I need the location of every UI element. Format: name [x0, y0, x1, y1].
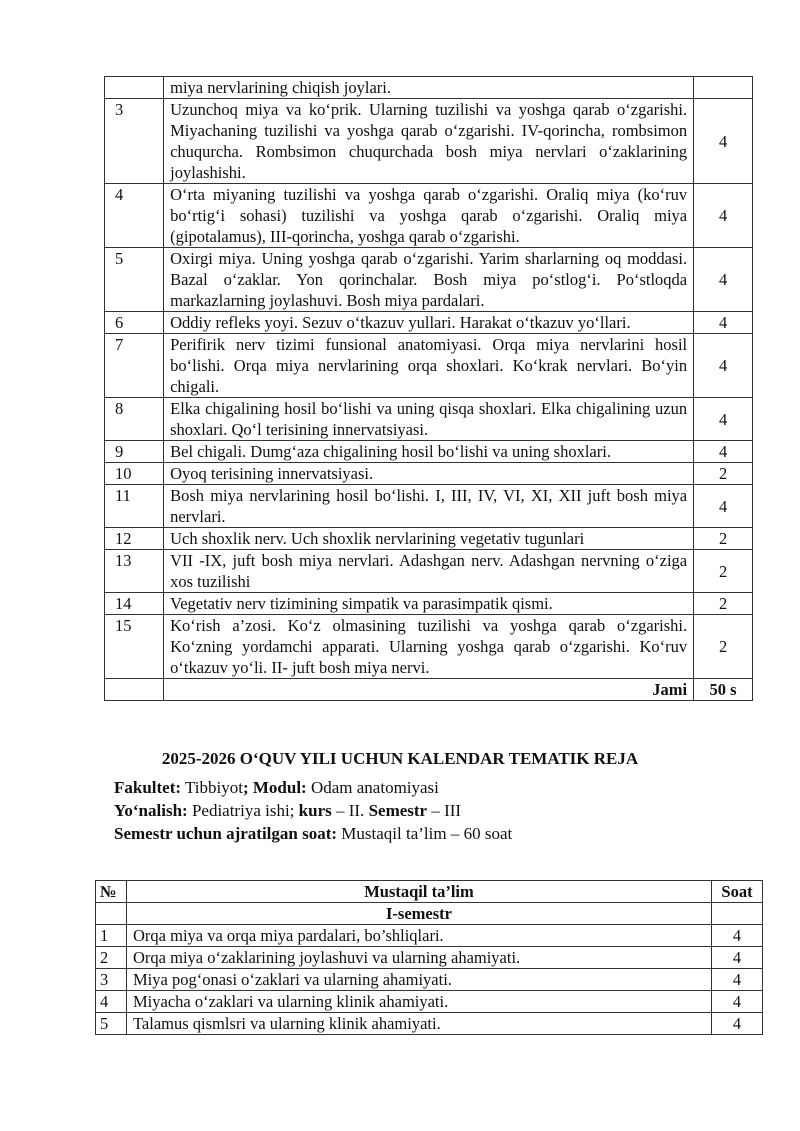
table-row: [105, 248, 753, 312]
semester-value: – III: [427, 801, 462, 820]
topics-table: [104, 76, 753, 701]
row-number: 7: [105, 334, 164, 398]
row-number: 9: [105, 441, 164, 463]
table-row: [105, 334, 753, 398]
row-topic: Elka chigalining hosil bo‘lishi va uning qisqa shoxlari. Elka chigalining uzun shoxlari. Qo‘l terisining innervatsiyasi.: [164, 398, 694, 441]
table-row: [105, 615, 753, 679]
topics-table-body: [105, 77, 753, 701]
row-topic: Ko‘rish a’zosi. Ko‘z olmasining tuzilishi va yoshga qarab o‘zgarishi. Ko‘zning yordamchi apparati. Ularning yoshga qarab o‘zgarishi. Ko‘ruv o‘tkazuv yo‘li. II- juft bosh miya nervi.: [164, 615, 694, 679]
table-row: [96, 947, 763, 969]
row-hours: 4: [694, 99, 753, 184]
semester-row: [96, 903, 763, 925]
row-hours: 4: [712, 969, 763, 991]
row-topic: Orqa miya va orqa miya pardalari, bo’shliqlari.: [127, 925, 712, 947]
row-hours: 2: [694, 593, 753, 615]
row-number: 12: [105, 528, 164, 550]
row-number: 10: [105, 463, 164, 485]
row-number: 6: [105, 312, 164, 334]
table-row: [105, 441, 753, 463]
row-number: 8: [105, 398, 164, 441]
total-value: 50 s: [694, 679, 753, 701]
table-row: [105, 99, 753, 184]
table-row: [96, 1013, 763, 1035]
row-number: 5: [96, 1013, 127, 1035]
table-row: [105, 550, 753, 593]
row-topic: Oxirgi miya. Uning yoshga qarab o‘zgarishi. Yarim sharlarning oq moddasi. Bazal o‘zaklar. Yon qorinchalar. Bosh miya po‘stlog‘i. Po‘stloqda markazlarning joylashuvi. Bosh miya pardalari.: [164, 248, 694, 312]
row-hours: 4: [694, 398, 753, 441]
page-heading: 2025-2026 O‘QUV YILI UCHUN KALENDAR TEMATIK REJA: [161, 749, 639, 768]
row-hours: 4: [712, 947, 763, 969]
row-topic: Perifirik nerv tizimi funsional anatomiyasi. Orqa miya nervlarini hosil bo‘lishi. Orqa miya nervlarining orqa shoxlari. Ko‘krak nervlari. Bo‘yin chigali.: [164, 334, 694, 398]
row-number: 14: [105, 593, 164, 615]
independent-study-body: [96, 925, 763, 1035]
table-row: [105, 593, 753, 615]
header-number: №: [96, 881, 127, 903]
row-topic: VII -IX, juft bosh miya nervlari. Adashgan nerv. Adashgan nervning o‘ziga xos tuzilishi: [164, 550, 694, 593]
row-number: 5: [105, 248, 164, 312]
row-topic: Orqa miya o‘zaklarining joylashuvi va ularning ahamiyati.: [127, 947, 712, 969]
table-row: [105, 528, 753, 550]
total-row: [105, 679, 753, 701]
row-number: 2: [96, 947, 127, 969]
row-hours: 4: [694, 334, 753, 398]
hours-label: Semestr uchun ajratilgan soat:: [114, 824, 338, 843]
table-row: [96, 969, 763, 991]
row-topic: Oyoq terisining innervatsiyasi.: [164, 463, 694, 485]
row-hours: 4: [712, 1013, 763, 1035]
row-topic: O‘rta miyaning tuzilishi va yoshga qarab o‘zgarishi. Oraliq miya (ko‘ruv bo‘rtig‘i sohasi) tuzilishi va yoshga qarab o‘zgarishi. Oraliq miya (gipotalamus), III-qorincha, yoshga qarab o‘zgarishi.: [164, 184, 694, 248]
row-hours: 4: [694, 441, 753, 463]
row-number: 3: [105, 99, 164, 184]
semester-row-label: I-semestr: [127, 903, 712, 925]
independent-study-table: [95, 880, 763, 1035]
row-hours: 4: [694, 184, 753, 248]
table-row: [105, 463, 753, 485]
module-value: Odam anatomiyasi: [306, 778, 439, 797]
row-number: 15: [105, 615, 164, 679]
table-header-row: [96, 881, 763, 903]
row-topic: Talamus qismlsri va ularning klinik ahamiyati.: [127, 1013, 712, 1035]
direction-value: Pediatriya ishi;: [187, 801, 299, 820]
table-row: [105, 312, 753, 334]
row-number: 4: [105, 184, 164, 248]
semester-row-blank-left: [96, 903, 127, 925]
direction-label: Yo‘nalish:: [114, 801, 188, 820]
row-number: 1: [96, 925, 127, 947]
course-value: – II.: [331, 801, 369, 820]
row-hours: 2: [694, 463, 753, 485]
row-number: 13: [105, 550, 164, 593]
row-hours: 2: [694, 550, 753, 593]
header-hours: Soat: [712, 881, 763, 903]
table-row: [105, 485, 753, 528]
semester-row-blank-right: [712, 903, 763, 925]
row-topic: Miya pog‘onasi o‘zaklari va ularning ahamiyati.: [127, 969, 712, 991]
faculty-line: [114, 776, 439, 799]
table-row: [105, 398, 753, 441]
row-number: [105, 77, 164, 99]
row-topic: Oddiy refleks yoyi. Sezuv o‘tkazuv yullari. Harakat o‘tkazuv yo‘llari.: [164, 312, 694, 334]
row-number: 11: [105, 485, 164, 528]
row-hours: 4: [694, 312, 753, 334]
row-topic: Bosh miya nervlarining hosil bo‘lishi. I, III, IV, VI, XI, XII juft bosh miya nervlari.: [164, 485, 694, 528]
row-topic: Uch shoxlik nerv. Uch shoxlik nervlarining vegetativ tugunlari: [164, 528, 694, 550]
hours-line: [114, 822, 512, 845]
row-topic: Bel chigali. Dumg‘aza chigalining hosil bo‘lishi va uning shoxlari.: [164, 441, 694, 463]
row-hours: [694, 77, 753, 99]
direction-line: [114, 799, 461, 822]
row-topic: Miyacha o‘zaklari va ularning klinik ahamiyati.: [127, 991, 712, 1013]
row-hours: 4: [694, 485, 753, 528]
faculty-value: Tibbiyot: [181, 778, 243, 797]
row-hours: 4: [712, 925, 763, 947]
semester-label: Semestr: [368, 801, 428, 820]
table-row: [105, 184, 753, 248]
row-hours: 4: [712, 991, 763, 1013]
row-hours: 2: [694, 615, 753, 679]
row-hours: 4: [694, 248, 753, 312]
row-topic: Uzunchoq miya va ko‘prik. Ularning tuzilishi va yoshga qarab o‘zgarishi. Miyachaning tuzilishi va yoshga qarab o‘zgarishi. IV-qorincha, rombsimon chuqurcha. Rombsimon chuqurchada bosh miya nervlari o‘zaklarining joylashishi.: [164, 99, 694, 184]
row-number: 4: [96, 991, 127, 1013]
module-label: ; Modul:: [242, 778, 307, 797]
table-row: [105, 77, 753, 99]
row-topic: Vegetativ nerv tizimining simpatik va parasimpatik qismi.: [164, 593, 694, 615]
course-label: kurs: [298, 801, 332, 820]
row-hours: 2: [694, 528, 753, 550]
total-label: Jami: [164, 679, 694, 701]
table-row: [96, 991, 763, 1013]
faculty-label: Fakultet:: [114, 778, 182, 797]
row-topic: miya nervlarining chiqish joylari.: [164, 77, 694, 99]
header-topic: Mustaqil ta’lim: [127, 881, 712, 903]
row-number: 3: [96, 969, 127, 991]
hours-value: Mustaqil ta’lim – 60 soat: [337, 824, 513, 843]
total-row-blank: [105, 679, 164, 701]
table-row: [96, 925, 763, 947]
